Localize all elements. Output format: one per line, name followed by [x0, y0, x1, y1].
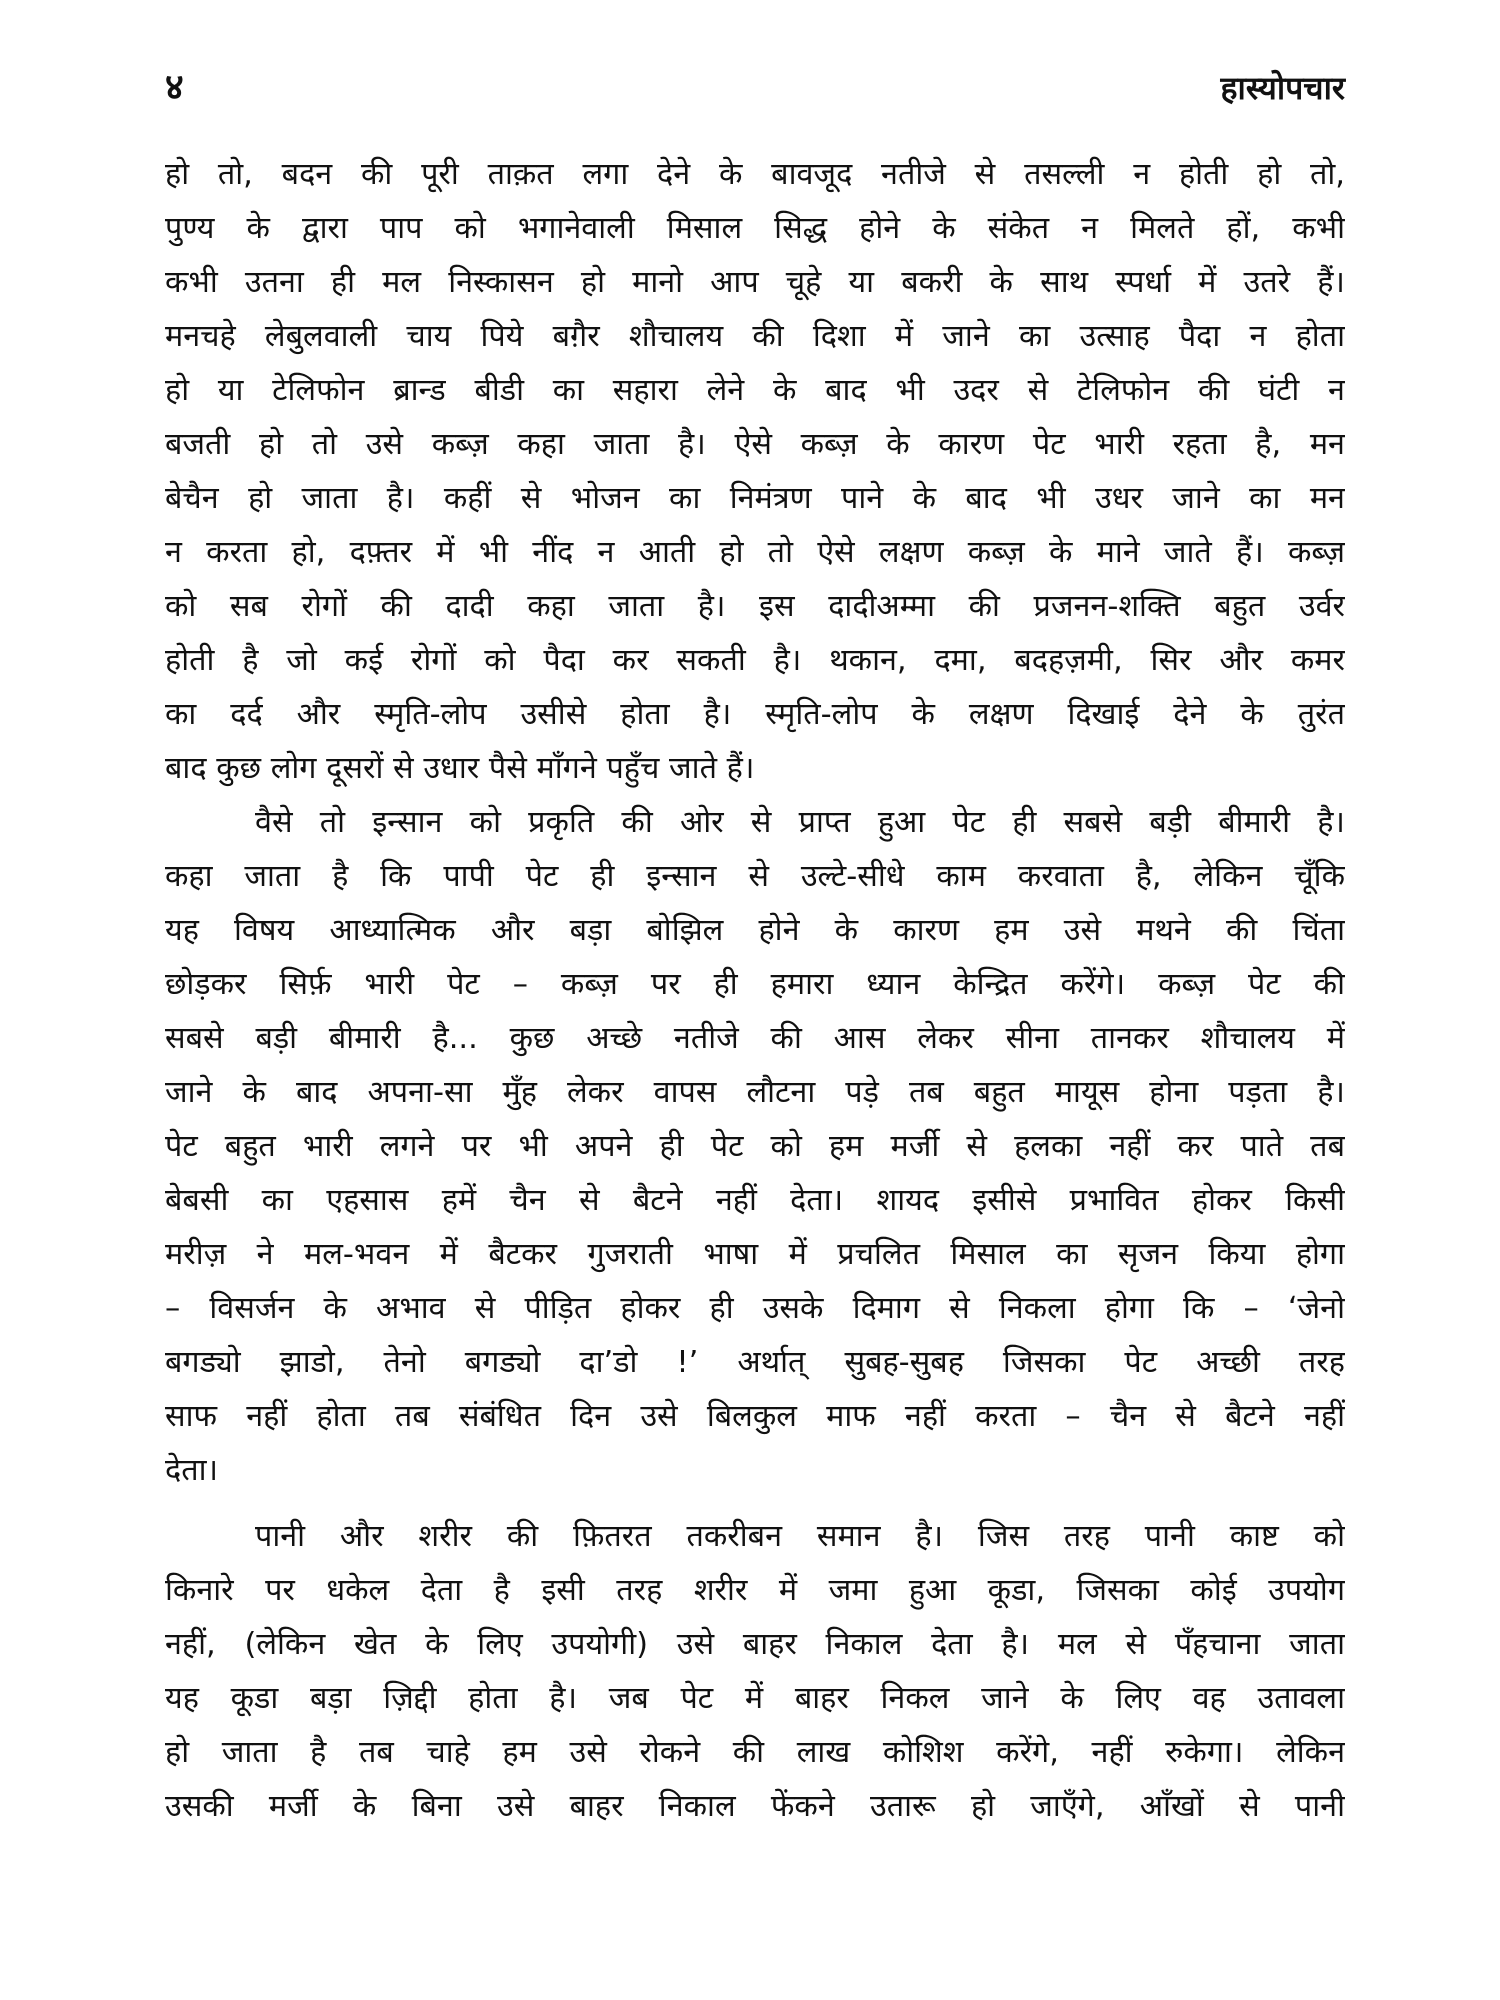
- text-line: को सब रोगों की दादी कहा जाता है। इस दादीअम्मा की प्रजनन-शक्ति बहुत उर्वर: [165, 589, 1345, 624]
- paragraph-3: [165, 1510, 1345, 1834]
- text-line: बगड्यो झाडो, तेनो बगड्यो दा’डो !’ अर्थात् सुबह-सुबह जिसका पेट अच्छी तरह: [165, 1345, 1345, 1380]
- text-line: मनचहे लेबुलवाली चाय पिये बग़ैर शौचालय की दिशा में जाने का उत्साह पैदा न होता: [165, 319, 1345, 354]
- text-line: सबसे बड़ी बीमारी है... कुछ अच्छे नतीजे की आस लेकर सीना तानकर शौचालय में: [165, 1021, 1345, 1056]
- text-line: बेचैन हो जाता है। कहीं से भोजन का निमंत्रण पाने के बाद भी उधर जाने का मन: [165, 481, 1345, 516]
- text-line: मरीज़ ने मल-भवन में बैटकर गुजराती भाषा में प्रचलित मिसाल का सृजन किया होगा: [165, 1237, 1345, 1272]
- text-line: पेट बहुत भारी लगने पर भी अपने ही पेट को हम मर्जी से हलका नहीं कर पाते तब: [165, 1129, 1345, 1164]
- text-line: यह कूडा बड़ा ज़िद्दी होता है। जब पेट में बाहर निकल जाने के लिए वह उतावला: [165, 1681, 1345, 1716]
- text-line: कहा जाता है कि पापी पेट ही इन्सान से उल्टे-सीधे काम करवाता है, लेकिन चूँकि: [165, 859, 1345, 894]
- text-line: – विसर्जन के अभाव से पीड़ित होकर ही उसके दिमाग से निकला होगा कि – ‘जेनो: [165, 1291, 1345, 1326]
- text-line: कभी उतना ही मल निस्कासन हो मानो आप चूहे या बकरी के साथ स्पर्धा में उतरे हैं।: [165, 265, 1345, 300]
- body-text: [165, 148, 1345, 1968]
- text-line: पानी और शरीर की फ़ितरत तकरीबन समान है। जिस तरह पानी काष्ट को: [255, 1519, 1345, 1554]
- page-header: [165, 58, 1345, 118]
- text-line: छोड़कर सिर्फ़ भारी पेट – कब्ज़ पर ही हमारा ध्यान केन्द्रित करेंगे। कब्ज़ पेट की: [165, 967, 1345, 1002]
- text-line: हो जाता है तब चाहे हम उसे रोकने की लाख कोशिश करेंगे, नहीं रुकेगा। लेकिन: [165, 1735, 1345, 1770]
- text-line: होती है जो कई रोगों को पैदा कर सकती है। थकान, दमा, बदहज़मी, सिर और कमर: [165, 643, 1345, 678]
- paragraph-1: [165, 148, 1345, 796]
- text-line: वैसे तो इन्सान को प्रकृति की ओर से प्राप्त हुआ पेट ही सबसे बड़ी बीमारी है।: [255, 805, 1345, 840]
- text-line: किनारे पर धकेल देता है इसी तरह शरीर में जमा हुआ कूडा, जिसका कोई उपयोग: [165, 1573, 1345, 1608]
- page-number: ४: [165, 67, 184, 108]
- text-line: हो या टेलिफोन ब्रान्ड बीडी का सहारा लेने के बाद भी उदर से टेलिफोन की घंटी न: [165, 373, 1345, 408]
- text-line: न करता हो, दफ़्तर में भी नींद न आती हो तो ऐसे लक्षण कब्ज़ के माने जाते हैं। कब्ज़: [165, 535, 1345, 570]
- text-line: यह विषय आध्यात्मिक और बड़ा बोझिल होने के कारण हम उसे मथने की चिंता: [165, 913, 1345, 948]
- paragraph-spacer: [165, 1498, 1345, 1510]
- text-line: बाद कुछ लोग दूसरों से उधार पैसे माँगने पहुँच जाते हैं।: [165, 751, 755, 786]
- running-title: हास्योपचार: [1220, 69, 1345, 107]
- text-line: हो तो, बदन की पूरी ताक़त लगा देने के बावजूद नतीजे से तसल्ली न होती हो तो,: [165, 157, 1345, 192]
- text-line: बजती हो तो उसे कब्ज़ कहा जाता है। ऐसे कब्ज़ के कारण पेट भारी रहता है, मन: [165, 427, 1345, 462]
- text-line: बेबसी का एहसास हमें चैन से बैटने नहीं देता। शायद इसीसे प्रभावित होकर किसी: [165, 1183, 1345, 1218]
- text-line: पुण्य के द्वारा पाप को भगानेवाली मिसाल सिद्ध होने के संकेत न मिलते हों, कभी: [165, 211, 1345, 246]
- text-line: साफ नहीं होता तब संबंधित दिन उसे बिलकुल माफ नहीं करता – चैन से बैटने नहीं: [165, 1399, 1345, 1434]
- text-line: देता।: [165, 1453, 219, 1488]
- text-line: का दर्द और स्मृति-लोप उसीसे होता है। स्मृति-लोप के लक्षण दिखाई देने के तुरंत: [165, 697, 1345, 732]
- text-line: नहीं, (लेकिन खेत के लिए उपयोगी) उसे बाहर निकाल देता है। मल से पँहचाना जाता: [165, 1627, 1345, 1662]
- text-line: जाने के बाद अपना-सा मुँह लेकर वापस लौटना पड़े तब बहुत मायूस होना पड़ता है।: [165, 1075, 1345, 1110]
- text-line: उसकी मर्जी के बिना उसे बाहर निकाल फेंकने उतारू हो जाएँगे, आँखों से पानी: [165, 1789, 1345, 1824]
- paragraph-2: [165, 796, 1345, 1498]
